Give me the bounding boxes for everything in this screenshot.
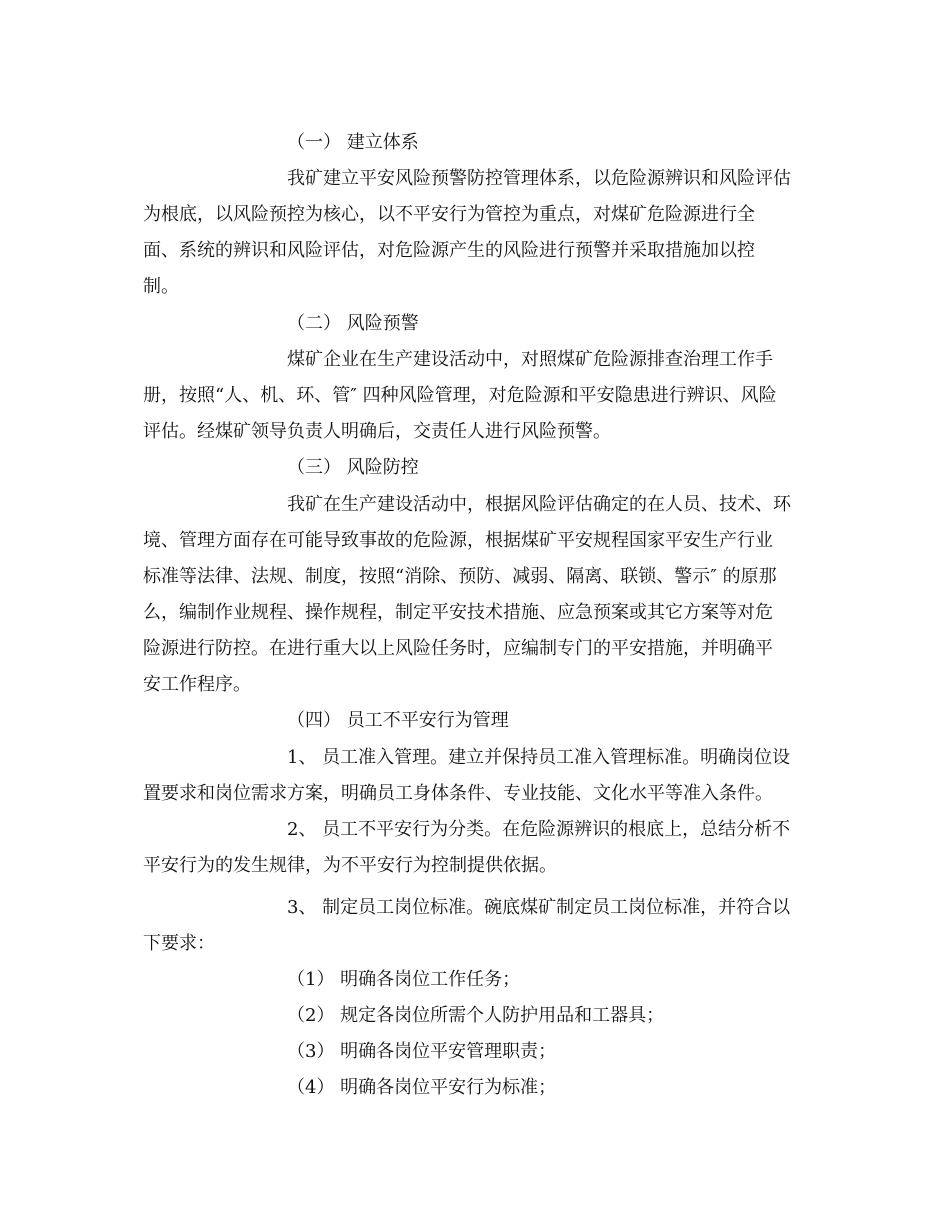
paragraph-line: 我矿建立平安风险预警防控管理体系，以危险源辨识和风险评估 <box>287 168 791 189</box>
paragraph-line: 安工作程序。 <box>143 674 251 695</box>
paragraph-line: 么，编制作业规程、操作规程，制定平安技术措施、应急预案或其它方案等对危 <box>143 602 773 623</box>
paragraph-line: 评估。经煤矿领导负责人明确后，交责任人进行风险预警。 <box>143 421 611 442</box>
paragraph-line: 我矿在生产建设活动中，根据风险评估确定的在人员、技术、环 <box>287 494 791 515</box>
paragraph-line: 册，按照“人、机、环、管″ 四种风险管理，对危险源和平安隐患进行辨识、风险 <box>143 385 777 406</box>
paragraph-line: 煤矿企业在生产建设活动中，对照煤矿危险源排查治理工作手 <box>287 349 773 370</box>
section-heading: （二） 风险预警 <box>287 313 419 334</box>
paragraph-line: 2、 员工不平安行为分类。在危险源辨识的根底上，总结分析不 <box>287 819 791 840</box>
paragraph-line: 制。 <box>143 276 179 297</box>
paragraph-line: 平安行为的发生规律，为不平安行为控制提供依据。 <box>143 855 557 876</box>
list-item: （2） 规定各岗位所需个人防护用品和工器具； <box>287 1005 665 1026</box>
paragraph-line: 险源进行防控。在进行重大以上风险任务时，应编制专门的平安措施，并明确平 <box>143 638 773 659</box>
paragraph-line: 1、 员工准入管理。建立并保持员工准入管理标准。明确岗位设 <box>287 747 791 768</box>
section-heading: （三） 风险防控 <box>287 457 419 478</box>
paragraph-line: 面、系统的辨识和风险评估，对危险源产生的风险进行预警并采取措施加以控 <box>143 240 755 261</box>
list-item: （1） 明确各岗位工作任务； <box>287 969 521 990</box>
paragraph-line: 置要求和岗位需求方案，明确员工身体条件、专业技能、文化水平等准入条件。 <box>143 783 773 804</box>
section-heading: （四） 员工不平安行为管理 <box>287 710 509 731</box>
paragraph-line: 下要求： <box>143 933 215 954</box>
paragraph-line: 标准等法律、法规、制度，按照“消除、预防、减弱、隔离、联锁、警示″ 的原那 <box>143 566 777 587</box>
list-item: （4） 明确各岗位平安行为标准； <box>287 1077 557 1098</box>
paragraph-line: 3、 制定员工岗位标准。碗底煤矿制定员工岗位标准，并符合以 <box>287 897 791 918</box>
section-heading: （一） 建立体系 <box>287 132 419 153</box>
paragraph-line: 为根底，以风险预控为核心，以不平安行为管控为重点，对煤矿危险源进行全 <box>143 204 755 225</box>
list-item: （3） 明确各岗位平安管理职责； <box>287 1041 557 1062</box>
paragraph-line: 境、管理方面存在可能导致事故的危险源，根据煤矿平安规程国家平安生产行业 <box>143 530 773 551</box>
